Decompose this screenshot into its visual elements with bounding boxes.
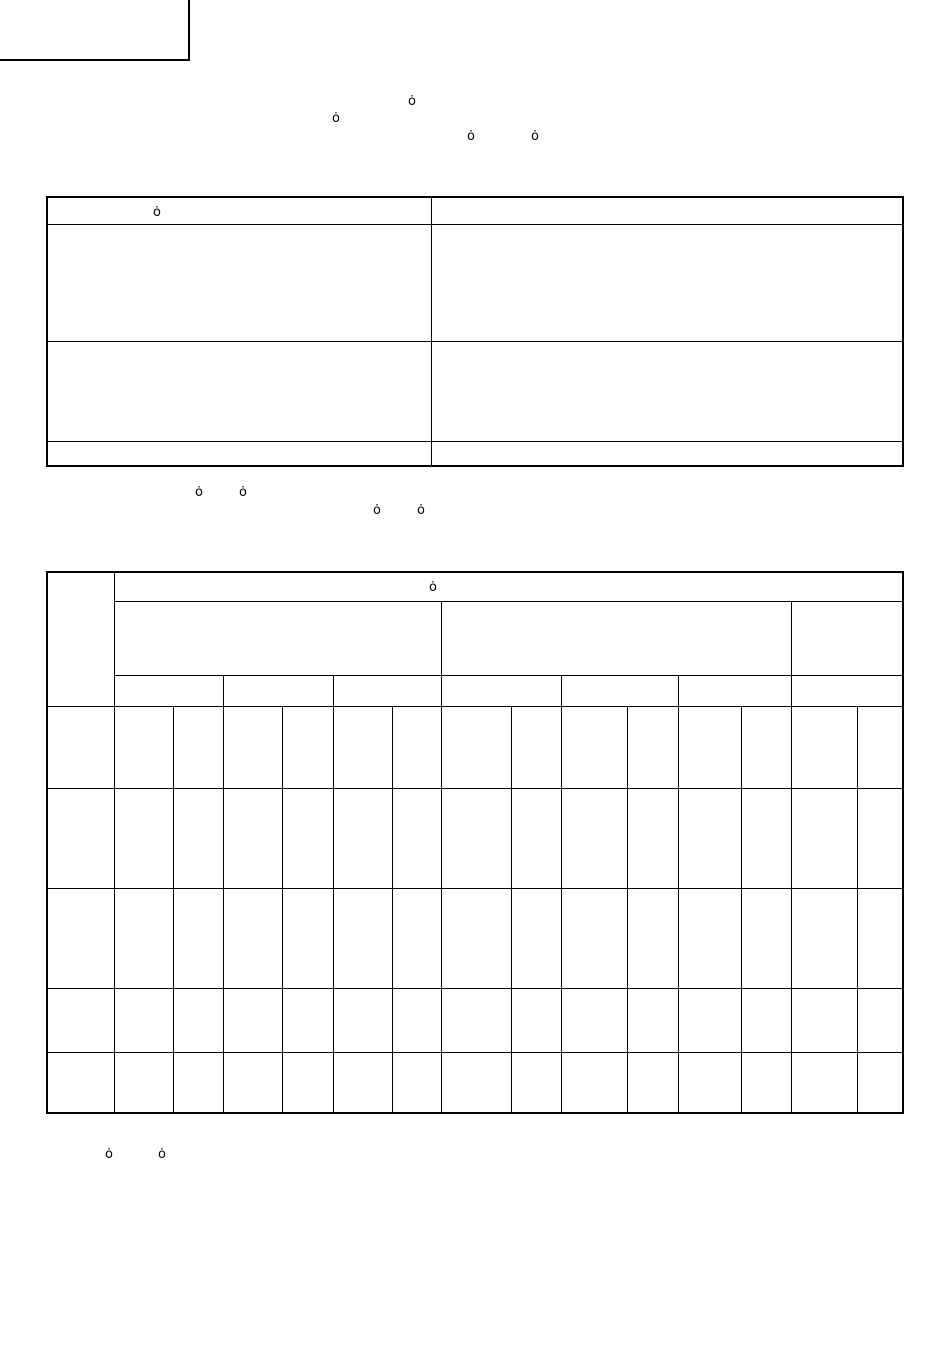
- data-table: [46, 571, 904, 1114]
- intro-line-1-mark-1: ȯ: [408, 94, 416, 109]
- table1-header-left: ȯ: [153, 205, 161, 220]
- intro-line-3-mark-2: ȯ: [531, 129, 539, 144]
- middle-line-2-mark-1: ȯ: [373, 503, 381, 518]
- table2-top-header: ȯ: [429, 580, 437, 595]
- middle-line-1-mark-2: ȯ: [239, 485, 247, 500]
- middle-line-2-mark-2: ȯ: [417, 503, 425, 518]
- specification-table: [46, 196, 904, 467]
- middle-line-1-mark-1: ȯ: [195, 485, 203, 500]
- intro-line-2-mark-1: ȯ: [332, 111, 340, 126]
- intro-line-3-mark-1: ȯ: [467, 129, 475, 144]
- footer-mark-2: ȯ: [158, 1147, 166, 1162]
- page-tab-box: [0, 0, 190, 61]
- footer-mark-1: ȯ: [105, 1147, 113, 1162]
